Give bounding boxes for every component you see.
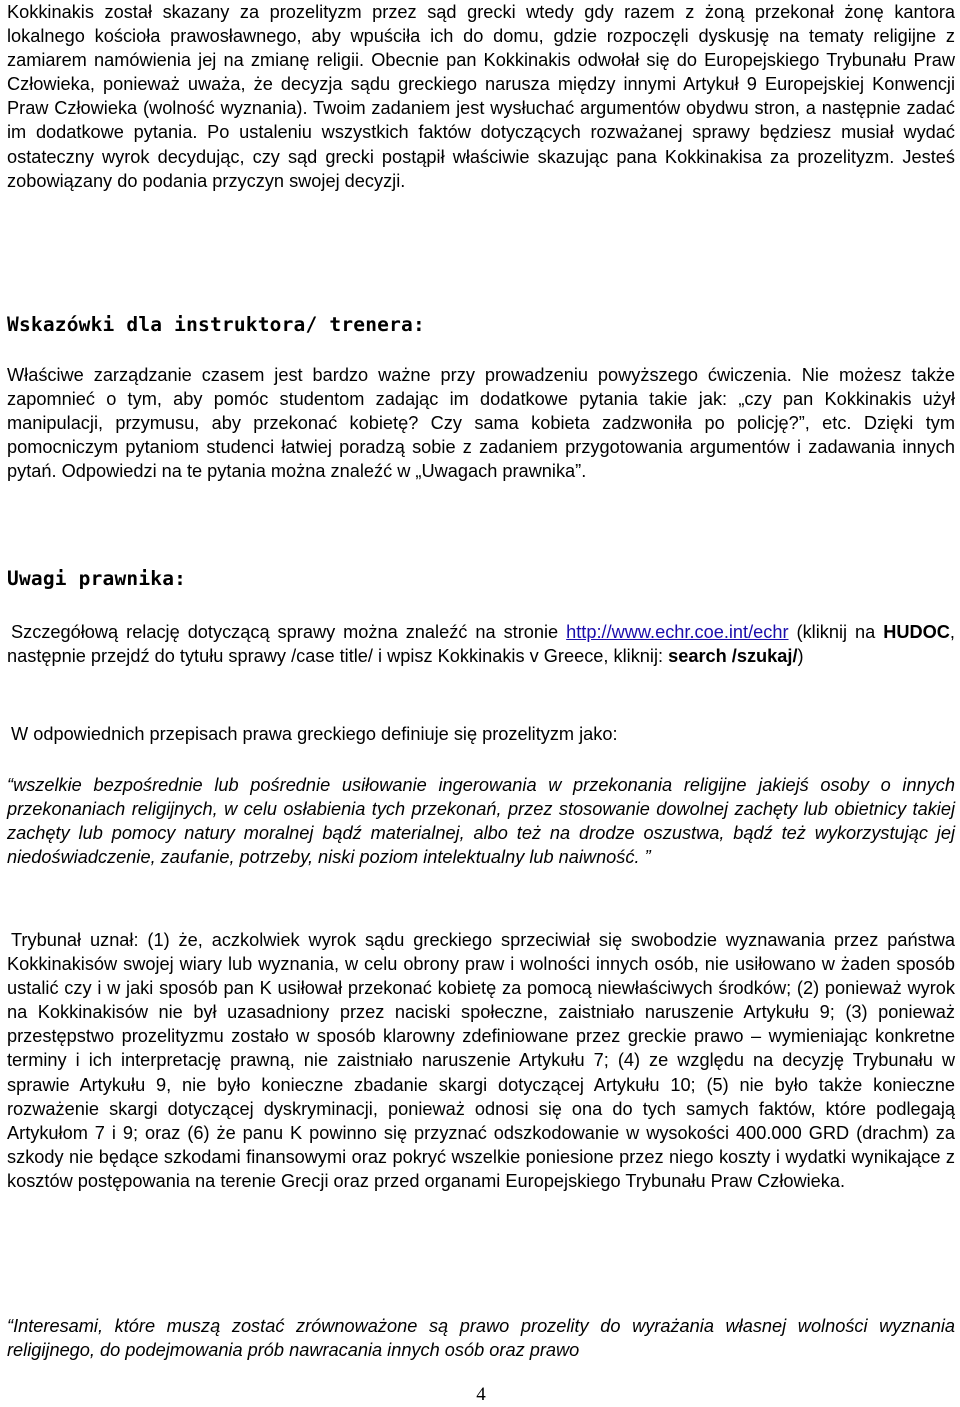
page-number: 4 <box>476 1384 486 1405</box>
definition-intro-text: W odpowiednich przepisach prawa greckiego definiuje się prozelityzm jako: <box>11 724 618 744</box>
closing-open-mark: “ <box>7 1316 14 1336</box>
search-label: search /szukaj/ <box>668 646 798 667</box>
instructor-paragraph: Właściwe zarządzanie czasem jest bardzo ważne przy prowadzeniu powyższego ćwiczenia. Nie możesz także zapomnieć o tym, aby pomóc studentom zadając im dodatkowe pytania takie jak: „czy pan Kokkinakis użył manipulacji, przymusu, aby przekonać kobietę? Czy sama kobieta zadzwoniła po policję?”, etc. Dzięki tym pomocniczym pytaniom studenci łatwiej poradzą sobie z zadaniem przygotowania argumentów i zadawania innych pytań. Odpowiedzi na te pytania można znaleźć w „Uwagach prawnika”. <box>7 365 955 482</box>
link-mid-text: (kliknij na <box>788 622 884 642</box>
closing-paragraph <box>7 1314 955 1362</box>
proselytism-definition-quote <box>7 773 955 869</box>
intro-paragraph: Kokkinakis został skazany za prozelityzm przez sąd grecki wtedy gdy razem z żoną przekonał żonę kantora lokalnego kościoła prawosławnego, aby wpuściła ich do domu, gdzie rozpoczęli dyskusję na tematy religijne z zamiarem namówienia jej na zmianę religii. Obecnie pan Kokkinakis odwołał się do Europejskiego Trybunału Praw Człowieka, ponieważ uważa, że decyzja sądu greckiego narusza między innymi Artykuł 9 Europejskiej Konwencji Praw Człowieka (wolność wyznania). Twoim zadaniem jest wysłuchać argumentów obydwu stron, a następnie zadać im dodatkowe pytania. Po ustaleniu wszystkich faktów dotyczących rozważanej sprawy będziesz musiał wydać ostateczny wyrok decydując, czy sąd grecki postąpił właściwie skazując pana Kokkinakisa za prozelityzm. Jesteś zobowiązany do podania przyczyn swojej decyzji. <box>7 2 955 191</box>
court-ruling-text: Trybunał uznał: (1) że, aczkolwiek wyrok sądu greckiego sprzeciwiał się swobodzie wyznawania przez państwa Kokkinakisów swojej wiary lub wyznania, w celu obrony praw i wolności innych osób, nie usiłowano w żaden sposób ustalić czy i w jaki sposób pan K usiłował przekonać kobietę za pomocą niewłaściwych środków; (2) ponieważ wyrok na Kokkinakisów nie był uzasadniony przez naciski społeczne, zaistniało naruszenie Artykułu 9; (3) ponieważ przestępstwo prozelityzmu zostało w sposób klarowny zdefiniowane przez greckie prawo – wymieniając konkretne terminy i ich interpretację prawną, nie zaistniało naruszenie Artykułu 7; (4) ze względu na decyzję Trybunału w sprawie Artykułu 9, nie było konieczne zbadanie skargi dotyczącej Artykułu 10; (5) nie było także konieczne rozważenie skargi dotyczącej dyskryminacji, ponieważ odnosi się ona do tych samych faktów, które podlegają Artykułom 7 i 9; oraz (6) że panu K powinno się przyznać odszkodowanie w wysokości 400.000 GRD (drachm) za szkody nie będące szkodami finansowymi oraz pokryć wszelkie poniesione przez niego koszty i wydatki wynikające z kosztów postępowania na terenie Grecji oraz przed organami Europejskiego Trybunału Praw Człowieka. <box>7 930 955 1191</box>
case-link-paragraph <box>7 620 955 668</box>
closing-text: Interesami, które muszą zostać zrównoważone są prawo prozelity do wyrażania własnej wolności wyznania religijnego, do podejmowania prób nawracania innych osób oraz prawo <box>7 1316 955 1361</box>
link-mid2-text: , następnie przejdź do tytułu sprawy /case title/ i wpisz Kokkinakis v Greece, kliknij: <box>7 622 955 667</box>
link-end-text: ) <box>797 646 804 667</box>
echr-link[interactable]: http://www.echr.coe.int/echr <box>566 622 789 642</box>
quote-close-mark: ” <box>639 847 651 868</box>
link-intro-text: Szczegółową relację dotyczącą sprawy można znaleźć na stronie <box>11 622 567 642</box>
hudoc-label: HUDOC <box>883 622 950 642</box>
instructor-heading: Wskazówki dla instruktora/ trenera: <box>7 313 425 336</box>
lawyer-notes-heading: Uwagi prawnika: <box>7 567 187 590</box>
quote-open-mark: “ <box>7 775 14 795</box>
quote-text: wszelkie bezpośrednie lub pośrednie usiłowanie ingerowania w przekonania religijne jakiejś osoby o innych przekonaniach religijnych, w celu osłabienia tych przekonań, przez stosowanie dowolnej zachęty lub obietnicy takiej zachęty lub pomocy natury moralnej bądź materialnej, albo też na drodze oszustwa, bądź też wykorzystując jej niedoświadczenie, zaufanie, potrzeby, niski poziom intelektualny lub naiwność. <box>7 775 955 868</box>
definition-intro <box>7 722 955 746</box>
court-ruling-paragraph <box>7 928 955 1193</box>
